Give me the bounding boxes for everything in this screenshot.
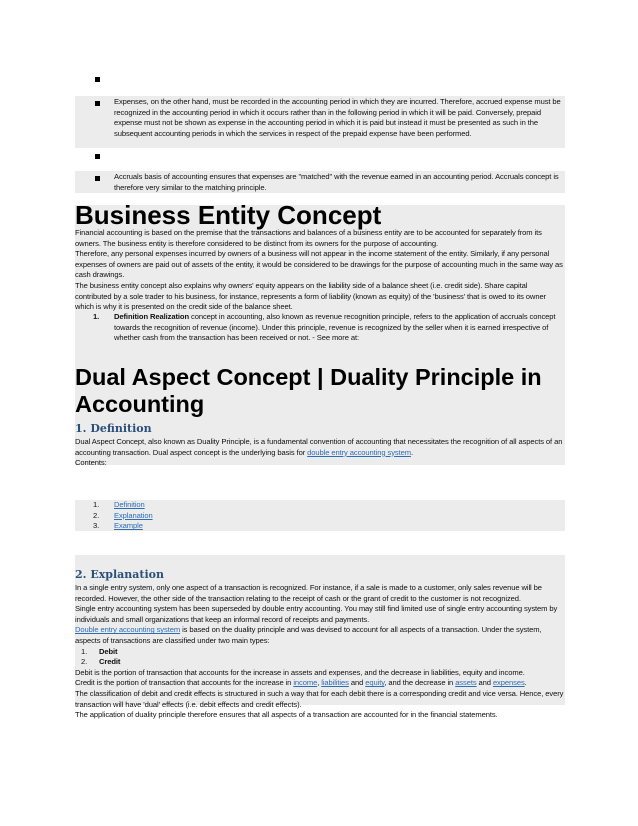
body-text: Therefore, any personal expenses incurred by owners of a business will not appear in the income statement of the entity. Similarly, if any personal expenses of owners are paid out of assets of the entity, it would be considered to be drawings for the purpose of accounting much in the same way as cash drawings. xyxy=(75,249,563,280)
bullet-marker xyxy=(95,154,100,159)
body-text: Credit is the portion of transaction that accounts for the increase in xyxy=(75,678,294,688)
bullet-text: Expenses, on the other hand, must be recorded in the accounting period in which they are incurred. Therefore, accrued expense must be recognized in the accounting period in which it occurs rather than in the following period in which it will be paid. Conversely, prepaid expense must not be shown as expense in the accounting period in which it is paid but instead it must be presented as such in the subsequent accounting periods in which the services in respect of the prepaid expense have been performed. xyxy=(114,97,561,138)
body-text: Single entry accounting system has been superseded by double entry accounting. You may still find limited use of single entry accounting system by individuals and small organizations that keep an informal record of receipts and payments. xyxy=(75,604,558,624)
body-text: , xyxy=(317,678,322,688)
bullet-marker xyxy=(95,176,100,181)
item-bold: Definition Realization xyxy=(114,312,190,321)
bullet-marker xyxy=(95,77,100,82)
subheading: 2. Explanation xyxy=(75,568,164,581)
toc-number: 1. xyxy=(93,500,100,509)
body-text: and xyxy=(476,678,493,688)
type-debit: Debit xyxy=(99,646,118,656)
body-text: . xyxy=(524,678,527,688)
income-link[interactable]: income xyxy=(293,678,318,688)
body-text: In a single entry system, only one aspect of a transaction is recognized. For instance, if a sale is made to a customer, only sales revenue will be recorded. However, the other side of the transaction relating to the receipt of cash or the grant of credit to the customer is not recognized. xyxy=(75,583,542,603)
body-text: Debit is the portion of transaction that accounts for the increase in assets and expenses, and the decrease in liabilities, equity and income. xyxy=(75,667,525,677)
item-text: concept in accounting, also known as revenue recognition principle, refers to the application of accruals concept towards the recognition of revenue (income). Under this principle, revenue is recognized by the seller when it is earned irrespective of whether cash from the transaction has been received or not. - See more at: xyxy=(114,312,556,343)
type-credit: Credit xyxy=(99,657,121,667)
toc-link-example[interactable]: Example xyxy=(114,521,143,531)
paragraph xyxy=(75,437,565,469)
body-text: is based on the duality principle and was devised to account for all aspects of a transaction. Under the system, aspects of transactions are classified under two main types: xyxy=(75,625,542,645)
double-entry-link[interactable]: double entry accounting system xyxy=(307,447,411,457)
body-text: The application of duality principle therefore ensures that all aspects of a transaction are accounted for in the financial statements. xyxy=(75,710,498,720)
table-of-contents xyxy=(75,500,565,532)
body-text: Dual Aspect Concept, also known as Duality Principle, is a fundamental convention of accounting that necessitates the recognition of all aspects of an accounting transaction. Dual aspect concept is the underlying basis for xyxy=(75,437,563,457)
subheading: 1. Definition xyxy=(75,422,152,435)
assets-link[interactable]: assets xyxy=(455,678,477,688)
body-text: , and the decrease in xyxy=(384,678,456,688)
body-text: The classification of debit and credit effects is structured in such a way that for each debit there is a corresponding credit and vice versa. Hence, every transaction will have 'dual' effects (i.e. debit effects and credit effects). xyxy=(75,688,564,709)
toc-link-explanation[interactable]: Explanation xyxy=(114,510,153,520)
list-number: 1. xyxy=(81,646,88,656)
list-number: 2. xyxy=(81,657,88,667)
toc-number: 2. xyxy=(93,510,100,520)
toc-link-definition[interactable]: Definition xyxy=(114,500,145,509)
page-title: Business Entity Concept xyxy=(75,200,382,230)
types-list xyxy=(75,647,565,668)
body-text: The business entity concept also explains why owners' equity appears on the liability side of a balance sheet (i.e. credit side). Share capital contributed by a sole trader to his business, for instance, represents a form of liability (known as equity) of the 'business' that is owed to its owner which is why it is presented on the credit side of the balance sheet. xyxy=(75,280,546,312)
equity-link[interactable]: equity xyxy=(365,678,385,688)
list-number: 1. xyxy=(93,312,100,321)
bullet-marker xyxy=(95,101,100,106)
toc-number: 3. xyxy=(93,521,100,531)
intro-text: Financial accounting is based on the premise that the transactions and balances of a business entity are to be accounted for separately from its owners. The business entity is therefore considered to be distinct from its owners for the purpose of accounting. xyxy=(75,228,542,248)
contents-label: Contents: xyxy=(75,458,107,468)
expenses-link[interactable]: expenses xyxy=(492,678,525,688)
double-entry-link[interactable]: Double entry accounting system xyxy=(75,625,181,635)
liabilities-link[interactable]: liabilities xyxy=(321,678,349,688)
list-item xyxy=(75,312,565,344)
section-title: Dual Aspect Concept | Duality Principle in Accounting xyxy=(75,364,542,417)
paragraph xyxy=(75,228,565,313)
paragraph xyxy=(75,583,565,721)
body-text: . xyxy=(410,447,413,457)
body-text: and xyxy=(348,678,366,688)
bullet-text: Accruals basis of accounting ensures that expenses are "matched" with the revenue earned in an accounting period. Accruals concept is therefore very similar to the matching principle. xyxy=(114,172,559,192)
